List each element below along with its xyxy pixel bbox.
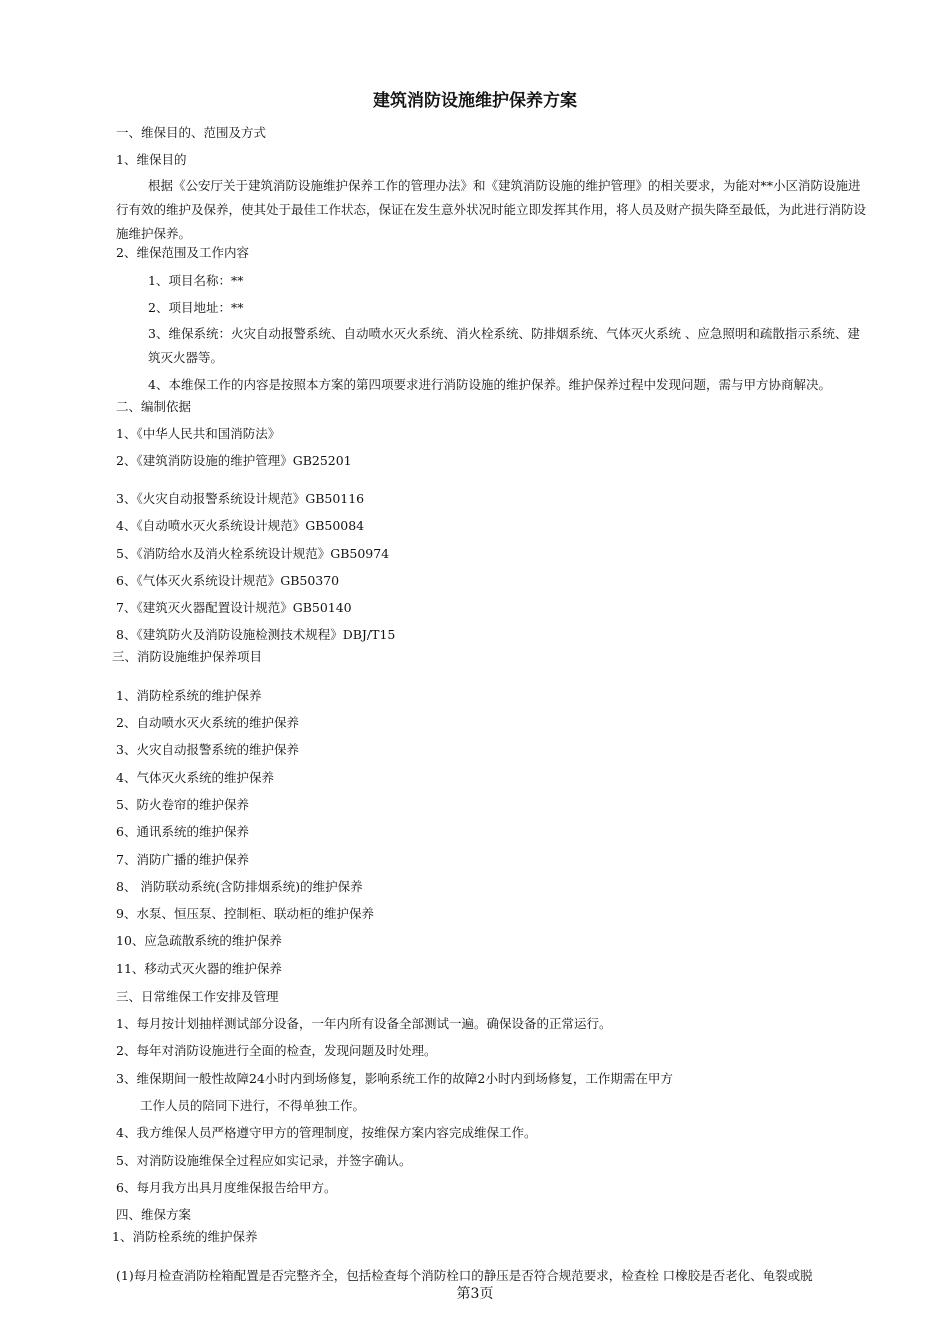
schedule-item: 5、对消防设施维保全过程应如实记录，并签字确认。	[116, 1153, 412, 1168]
maintenance-item: 3、火灾自动报警系统的维护保养	[116, 742, 299, 757]
maintenance-item: 11、移动式灭火器的维护保养	[116, 961, 282, 976]
hydrant-paragraph: (1)每月检查消防栓箱配置是否完整齐全，包括检查每个消防栓口的静压是否符合规范要求，检查栓 口橡胶是否老化、龟裂或脱	[116, 1268, 813, 1283]
basis-item: 5、《消防给水及消火栓系统设计规范》GB50974	[116, 546, 390, 561]
page-number: 第3页	[456, 1286, 494, 1302]
maintenance-item: 6、通讯系统的维护保养	[116, 824, 249, 839]
basis-item: 3、《火灾自动报警系统设计规范》GB50116	[116, 491, 365, 506]
maintenance-item: 2、自动喷水灭火系统的维护保养	[116, 715, 299, 730]
maintenance-item: 1、消防栓系统的维护保养	[116, 688, 262, 703]
purpose-paragraph: 根据《公安厅关于建筑消防设施维护保养工作的管理办法》和《建筑消防设施的维护管理》的相关要求，为能对**小区消防设施进行有效的维护及保养，使其处于最佳工作状态，保证在发生意外状况时能立即发挥其作用，将人员及财产损失降至最低，为此进行消防设施维护保养。	[116, 178, 867, 241]
maintenance-item: 9、水泵、恒压泵、控制柜、联动柜的维护保养	[116, 906, 374, 921]
scope-item-text: 3、维保系统：火灾自动报警系统、自动喷水灭火系统、消火栓系统、防排烟系统、气体灭火系统 、应急照明和疏散指示系统、建筑灭火器等。	[148, 326, 860, 365]
basis-item: 7、《建筑灭火器配置设计规范》GB50140	[116, 600, 352, 615]
subheading-scope: 2、维保范围及工作内容	[116, 245, 249, 260]
schedule-item: 4、我方维保人员严格遵守甲方的管理制度，按维保方案内容完成维保工作。	[116, 1125, 537, 1140]
scope-item: 1、项目名称：**	[148, 273, 244, 288]
schedule-item: 2、每年对消防设施进行全面的检查，发现问题及时处理。	[116, 1043, 437, 1058]
maintenance-item: 10、应急疏散系统的维护保养	[116, 933, 282, 948]
basis-item: 8、《建筑防火及消防设施检测技术规程》DBJ/T15	[116, 627, 396, 642]
schedule-item: 6、每月我方出具月度维保报告给甲方。	[116, 1180, 337, 1195]
scope-item: 4、本维保工作的内容是按照本方案的第四项要求进行消防设施的维护保养。维护保养过程中发现问题，需与甲方协商解决。	[148, 377, 831, 392]
subheading-hydrant: 1、消防栓系统的维护保养	[112, 1229, 258, 1244]
scope-item: 2、项目地址：**	[148, 300, 244, 315]
schedule-item-continuation: 工作人员的陪同下进行，不得单独工作。	[140, 1098, 366, 1113]
maintenance-item: 7、消防广播的维护保养	[116, 852, 249, 867]
document-title: 建筑消防设施维护保养方案	[373, 91, 577, 111]
subheading-purpose: 1、维保目的	[116, 152, 187, 167]
maintenance-item: 4、气体灭火系统的维护保养	[116, 770, 274, 785]
maintenance-item: 8、 消防联动系统(含防排烟系统)的维护保养	[116, 879, 363, 894]
basis-item: 1、《中华人民共和国消防法》	[116, 426, 281, 441]
maintenance-item: 5、防火卷帘的维护保养	[116, 797, 249, 812]
schedule-item: 3、维保期间一般性故障24小时内到场修复，影响系统工作的故障2小时内到场修复，工作期需在甲方	[116, 1071, 673, 1086]
basis-item: 2、《建筑消防设施的维护管理》GB25201	[116, 453, 352, 468]
schedule-item: 1、每月按计划抽样测试部分设备，一年内所有设备全部测试一遍。确保设备的正常运行。	[116, 1016, 612, 1031]
section-heading-purpose: 一、维保目的、范围及方式	[116, 125, 267, 140]
section-heading-basis: 二、编制依据	[116, 399, 192, 414]
basis-item: 4、《自动喷水灭火系统设计规范》GB50084	[116, 518, 365, 533]
section-heading-daily-schedule: 三、日常维保工作安排及管理	[116, 989, 279, 1004]
scope-item	[148, 322, 870, 370]
basis-item: 6、《气体灭火系统设计规范》GB50370	[116, 573, 340, 588]
section-heading-plan: 四、维保方案	[116, 1207, 192, 1222]
section-heading-maintenance-items: 三、消防设施维护保养项目	[112, 649, 263, 664]
